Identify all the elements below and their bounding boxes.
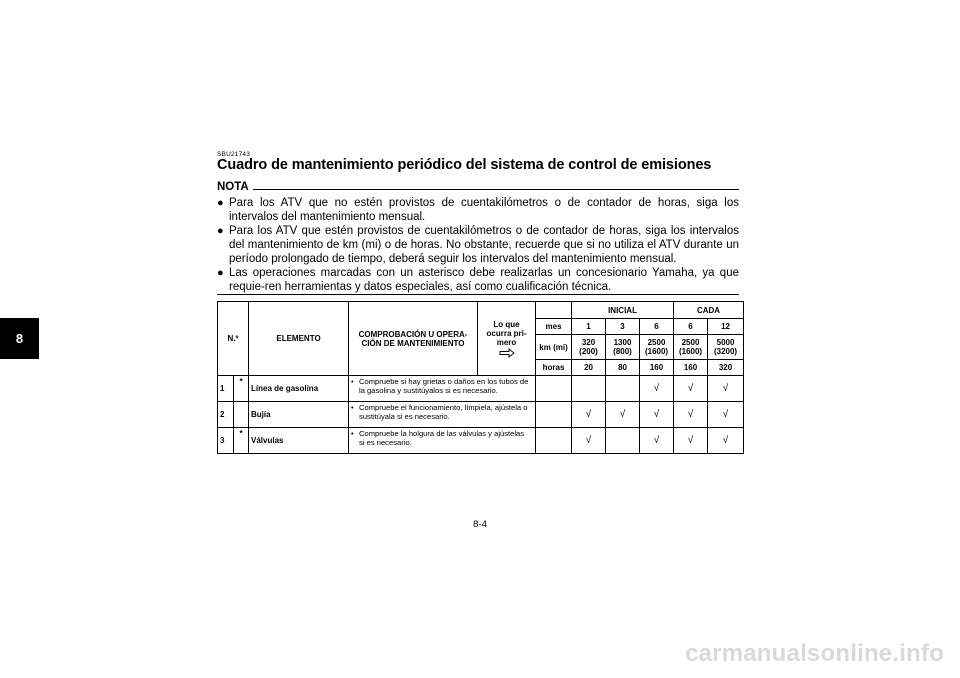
- nota-item: ● Para los ATV que estén provistos de cuentakilómetros o de contador de horas, siga los intervalos del mantenimiento de km (mi) o de horas. No obstante, recuerde que si no utiliza el ATV durante un período prolongado de tiempo, deberá seguir los intervalos del mantenimiento mensual.: [217, 225, 739, 265]
- bullet-icon: ●: [217, 225, 224, 237]
- nota-end-rule: [217, 294, 739, 295]
- check-cell: √: [640, 402, 674, 428]
- check-cell: √: [674, 376, 708, 402]
- hours-value: 160: [674, 360, 708, 376]
- bullet-icon: •: [351, 429, 354, 438]
- hours-value: 320: [708, 360, 744, 376]
- check-cell: √: [606, 402, 640, 428]
- row-number: 2: [218, 402, 234, 428]
- bullet-icon: ●: [217, 197, 224, 209]
- check-cell: √: [572, 428, 606, 454]
- hours-value: 80: [606, 360, 640, 376]
- dealer-asterisk: *: [234, 428, 249, 454]
- table-row: [218, 376, 744, 402]
- col-header-first: [478, 302, 536, 376]
- table-row: [218, 402, 744, 428]
- col-header-no: N.º: [218, 302, 249, 376]
- check-cell: √: [572, 402, 606, 428]
- check-cell: [572, 376, 606, 402]
- group-every: CADA: [674, 302, 744, 319]
- section-tab: 8: [0, 318, 39, 359]
- row-description: • Compruebe la holgura de las válvulas y ajústelas si es necesario.: [349, 428, 536, 454]
- row-label-km: km (mi): [536, 335, 572, 360]
- km-value: 2500 (1600): [674, 335, 708, 360]
- nota-item: ● Las operaciones marcadas con un asterisco debe realizarlas un concesionario Yamaha, ya que requie-ren herramientas y datos especiales, así como cualificación técnica.: [217, 267, 739, 293]
- bullet-icon: •: [351, 403, 354, 412]
- maintenance-table: [217, 301, 744, 454]
- km-value: 2500 (1600): [640, 335, 674, 360]
- hours-value: 160: [640, 360, 674, 376]
- nota-header: [217, 181, 739, 195]
- row-description: • Compruebe el funcionamiento, límpiela, ajústela o sustitúyala si es necesario.: [349, 402, 536, 428]
- row-spacer: [536, 376, 572, 402]
- km-value: 5000 (3200): [708, 335, 744, 360]
- nota-label: NOTA: [217, 181, 253, 193]
- page-number: 8-4: [473, 519, 487, 530]
- check-cell: √: [674, 428, 708, 454]
- check-cell: √: [674, 402, 708, 428]
- row-item: Válvulas: [249, 428, 349, 454]
- row-number: 1: [218, 376, 234, 402]
- unit-corner: [536, 302, 572, 319]
- col-header-item: ELEMENTO: [249, 302, 349, 376]
- km-value: 320 (200): [572, 335, 606, 360]
- row-item: Bujía: [249, 402, 349, 428]
- month-value: 12: [708, 319, 744, 335]
- month-value: 6: [674, 319, 708, 335]
- nota-list: [217, 196, 739, 294]
- row-label-hours: horas: [536, 360, 572, 376]
- check-cell: √: [640, 376, 674, 402]
- nota-rule: [217, 189, 739, 190]
- row-spacer: [536, 402, 572, 428]
- month-value: 1: [572, 319, 606, 335]
- check-cell: [606, 376, 640, 402]
- row-spacer: [536, 428, 572, 454]
- page-title: Cuadro de mantenimiento periódico del sistema de control de emisiones: [217, 157, 712, 173]
- hours-value: 20: [572, 360, 606, 376]
- doc-code: SBU21743: [217, 151, 251, 158]
- right-arrow-icon: [499, 348, 515, 358]
- row-number: 3: [218, 428, 234, 454]
- first-label: Lo que ocurra pri-mero: [486, 319, 527, 347]
- check-cell: √: [640, 428, 674, 454]
- group-initial: INICIAL: [572, 302, 674, 319]
- row-item: Línea de gasolina: [249, 376, 349, 402]
- check-cell: √: [708, 428, 744, 454]
- month-value: 6: [640, 319, 674, 335]
- check-cell: √: [708, 402, 744, 428]
- table-row: [218, 428, 744, 454]
- bullet-icon: ●: [217, 267, 224, 279]
- bullet-icon: •: [351, 377, 354, 386]
- nota-item: ● Para los ATV que no estén provistos de cuentakilómetros o de contador de horas, siga los intervalos del mantenimiento mensual.: [217, 197, 739, 223]
- check-cell: √: [708, 376, 744, 402]
- row-label-month: mes: [536, 319, 572, 335]
- km-value: 1300 (800): [606, 335, 640, 360]
- col-header-check: COMPROBACIÓN U OPERA-CIÓN DE MANTENIMIENTO: [349, 302, 478, 376]
- dealer-asterisk: [234, 402, 249, 428]
- dealer-asterisk: *: [234, 376, 249, 402]
- month-value: 3: [606, 319, 640, 335]
- check-cell: [606, 428, 640, 454]
- watermark: carmanualsonline.info: [685, 640, 944, 667]
- row-description: • Compruebe si hay grietas o daños en los tubos de la gasolina y sustitúyalos si es necesario.: [349, 376, 536, 402]
